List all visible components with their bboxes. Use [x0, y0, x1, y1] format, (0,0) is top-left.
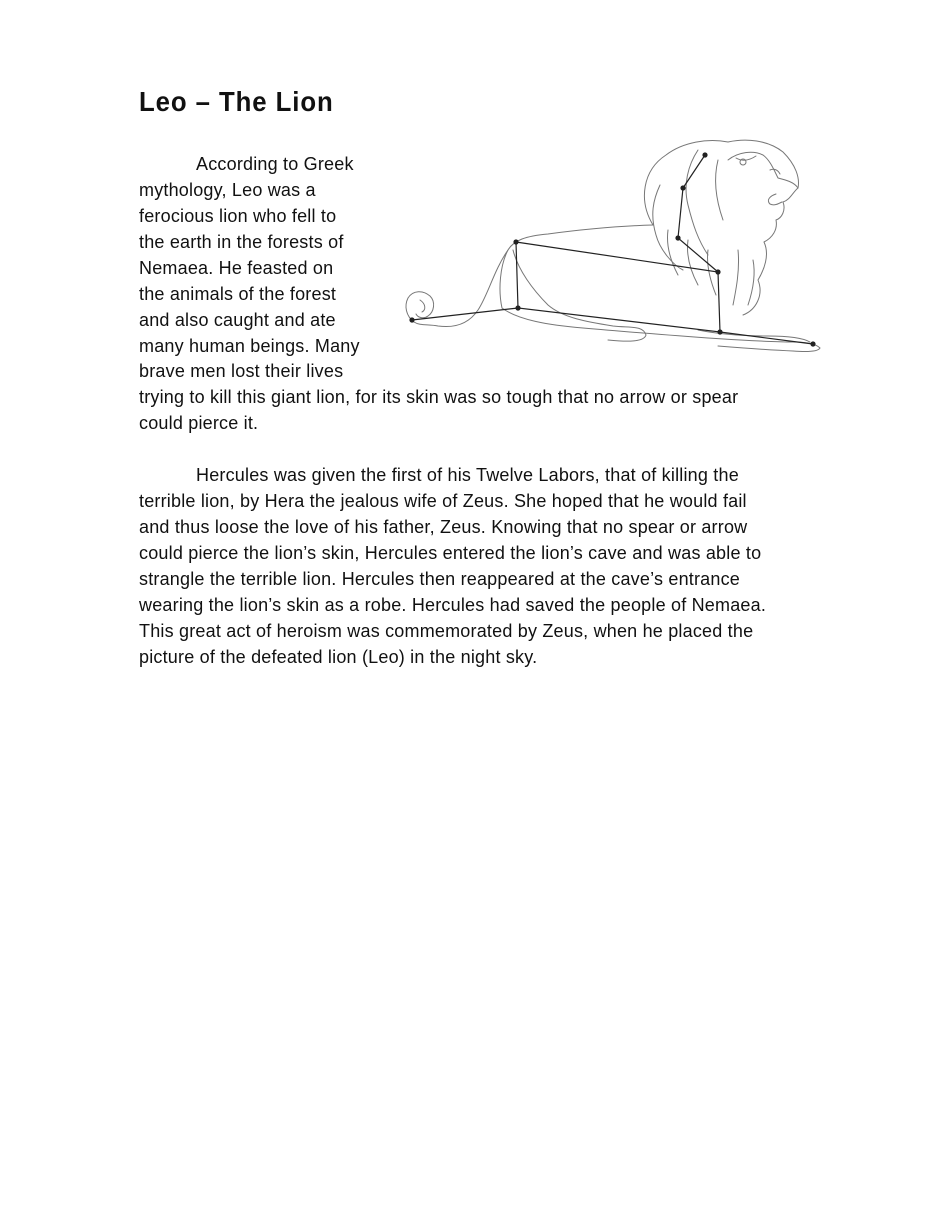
paragraph1-line: the earth in the forests of	[139, 232, 344, 252]
lion-constellation-illustration	[398, 130, 828, 370]
star	[675, 235, 680, 240]
paragraph1-line: many human beings. Many	[139, 336, 360, 356]
paragraph2-line: strangle the terrible lion. Hercules then reappeared at the cave’s entrance	[139, 569, 741, 589]
paragraph2-line: This great act of heroism was commemorated by Zeus, when he placed the	[139, 621, 754, 641]
paragraph2-line: terrible lion, by Hera the jealous wife of Zeus. She hoped that he would fail	[139, 491, 747, 511]
paragraph1-line: According to Greek	[196, 154, 354, 174]
page-title: Leo – The Lion	[139, 86, 334, 117]
star	[680, 185, 685, 190]
constellation-stars	[409, 152, 815, 346]
star	[702, 152, 707, 157]
paragraph1-line: mythology, Leo was a	[139, 180, 316, 200]
paragraph1-line: could pierce it.	[139, 413, 259, 433]
star	[715, 269, 720, 274]
paragraph1-line: and also caught and ate	[139, 310, 336, 330]
paragraph1-line: trying to kill this giant lion, for its skin was so tough that no arrow or spear	[139, 387, 739, 407]
paragraph2-line: Hercules was given the first of his Twelve Labors, that of killing the	[196, 465, 739, 485]
star	[810, 341, 815, 346]
paragraph2-line: picture of the defeated lion (Leo) in the night sky.	[139, 647, 538, 667]
star	[515, 305, 520, 310]
paragraph2-line: and thus loose the love of his father, Zeus. Knowing that no spear or arrow	[139, 517, 748, 537]
paragraph1-line: brave men lost their lives	[139, 361, 344, 381]
paragraph1-line: the animals of the forest	[139, 284, 337, 304]
star	[513, 239, 518, 244]
star	[409, 317, 414, 322]
paragraph2-line: wearing the lion’s skin as a robe. Hercules had saved the people of Nemaea.	[139, 595, 767, 615]
paragraph2-line: could pierce the lion’s skin, Hercules entered the lion’s cave and was able to	[139, 543, 762, 563]
constellation-lines	[412, 155, 813, 344]
paragraph1-line: Nemaea. He feasted on	[139, 258, 334, 278]
star	[717, 329, 722, 334]
paragraph1-line: ferocious lion who fell to	[139, 206, 337, 226]
